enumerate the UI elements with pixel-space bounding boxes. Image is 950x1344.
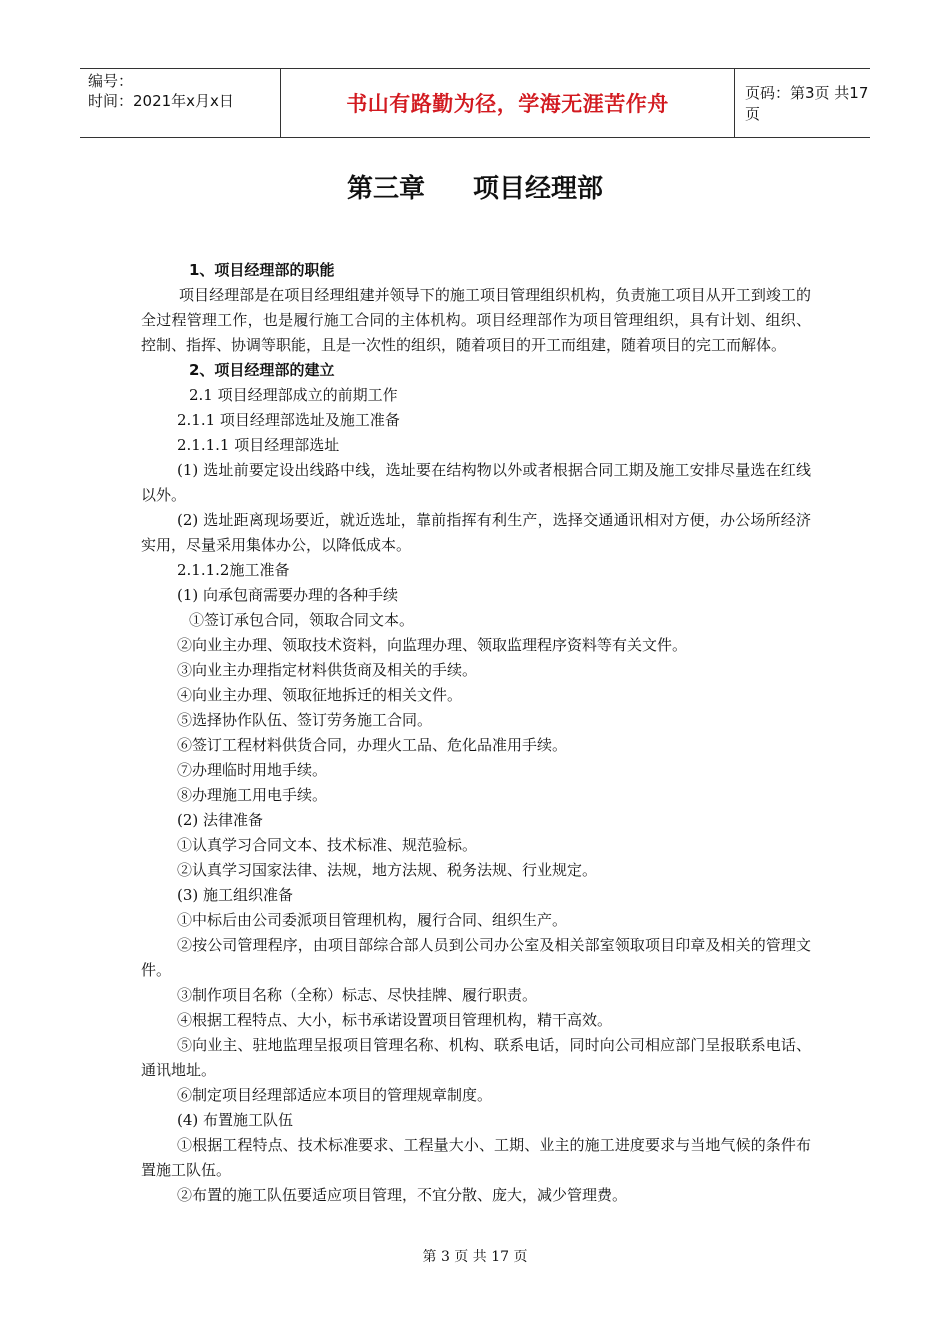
page-info-text: 页码：第3页 共17页 xyxy=(745,84,869,123)
paragraph: (1) 向承包商需要办理的各种手续 xyxy=(177,586,399,604)
paragraph: ②认真学习国家法律、法规，地方法规、税务法规、行业规定。 xyxy=(177,861,598,879)
header-motto-cell xyxy=(280,69,735,137)
paragraph: ①根据工程特点、技术标准要求、工程量大小、工期、业主的施工进度要求与当地气候的条件布置施工队伍。 xyxy=(141,1136,811,1179)
paragraph: 2.1 项目经理部成立的前期工作 xyxy=(189,386,398,404)
chapter-title xyxy=(0,168,950,205)
paragraph: ④向业主办理、领取征地拆迁的相关文件。 xyxy=(177,686,463,704)
chapter-name: 项目经理部 xyxy=(473,174,604,204)
paragraph: ②向业主办理、领取技术资料，向监理办理、领取监理程序资料等有关文件。 xyxy=(177,636,688,654)
paragraph: 2.1.1.1 项目经理部选址 xyxy=(177,436,340,454)
paragraph: ⑦办理临时用地手续。 xyxy=(177,761,328,779)
paragraph: 2.1.1 项目经理部选址及施工准备 xyxy=(177,411,400,429)
paragraph: ①签订承包合同，领取合同文本。 xyxy=(189,611,415,629)
page-footer xyxy=(0,1246,950,1266)
paragraph: ①认真学习合同文本、技术标准、规范验标。 xyxy=(177,836,478,854)
paragraph: ①中标后由公司委派项目管理机构，履行合同、组织生产。 xyxy=(177,911,568,929)
paragraph: ⑤向业主、驻地监理呈报项目管理名称、机构、联系电话，同时向公司相应部门呈报联系电话、通讯地址。 xyxy=(141,1036,811,1079)
paragraph: (4) 布置施工队伍 xyxy=(177,1111,294,1129)
paragraph: ③向业主办理指定材料供货商及相关的手续。 xyxy=(177,661,478,679)
document-body xyxy=(141,258,811,1208)
paragraph: ②按公司管理程序，由项目部综合部人员到公司办公室及相关部室领取项目印章及相关的管理文件。 xyxy=(141,936,811,979)
header-page-info xyxy=(735,69,870,137)
section-heading: 1、项目经理部的职能 xyxy=(189,261,335,279)
date-label: 时间：2021年x月x日 xyxy=(88,92,234,110)
paragraph: 项目经理部是在项目经理组建并领导下的施工项目管理组织机构，负责施工项目从开工到竣工的全过程管理工作，也是履行施工合同的主体机构。项目经理部作为项目管理组织，具有计划、组织、控制、指挥、协调等职能，且是一次性的组织，随着项目的开工而组建，随着项目的完工而解体。 xyxy=(141,286,811,354)
paragraph: ②布置的施工队伍要适应项目管理，不宜分散、庞大，减少管理费。 xyxy=(177,1186,628,1204)
paragraph: (3) 施工组织准备 xyxy=(177,886,294,904)
number-label: 编号： xyxy=(88,72,134,90)
paragraph: ⑧办理施工用电手续。 xyxy=(177,786,328,804)
paragraph: ③制作项目名称（全称）标志、尽快挂牌、履行职责。 xyxy=(177,986,538,1004)
paragraph: ⑥制定项目经理部适应本项目的管理规章制度。 xyxy=(177,1086,493,1104)
chapter-number: 第三章 xyxy=(346,174,425,204)
paragraph: (1) 选址前要定设出线路中线，选址要在结构物以外或者根据合同工期及施工安排尽量选在红线以外。 xyxy=(141,461,811,504)
section-heading: 2、项目经理部的建立 xyxy=(189,361,335,379)
paragraph: ④根据工程特点、大小，标书承诺设置项目管理机构，精干高效。 xyxy=(177,1011,613,1029)
paragraph: 2.1.1.2施工准备 xyxy=(177,561,290,579)
footer-page-number: 第 3 页 共 17 页 xyxy=(422,1249,528,1265)
paragraph: (2) 选址距离现场要近，就近选址，靠前指挥有利生产，选择交通通讯相对方便，办公场所经济实用，尽量采用集体办公，以降低成本。 xyxy=(141,511,811,554)
paragraph: ⑥签订工程材料供货合同，办理火工品、危化品准用手续。 xyxy=(177,736,568,754)
paragraph: (2) 法律准备 xyxy=(177,811,264,829)
paragraph: ⑤选择协作队伍、签订劳务施工合同。 xyxy=(177,711,433,729)
page-header xyxy=(80,68,870,138)
header-meta xyxy=(80,69,280,137)
motto-text: 书山有路勤为径，学海无涯苦作舟 xyxy=(346,92,669,116)
